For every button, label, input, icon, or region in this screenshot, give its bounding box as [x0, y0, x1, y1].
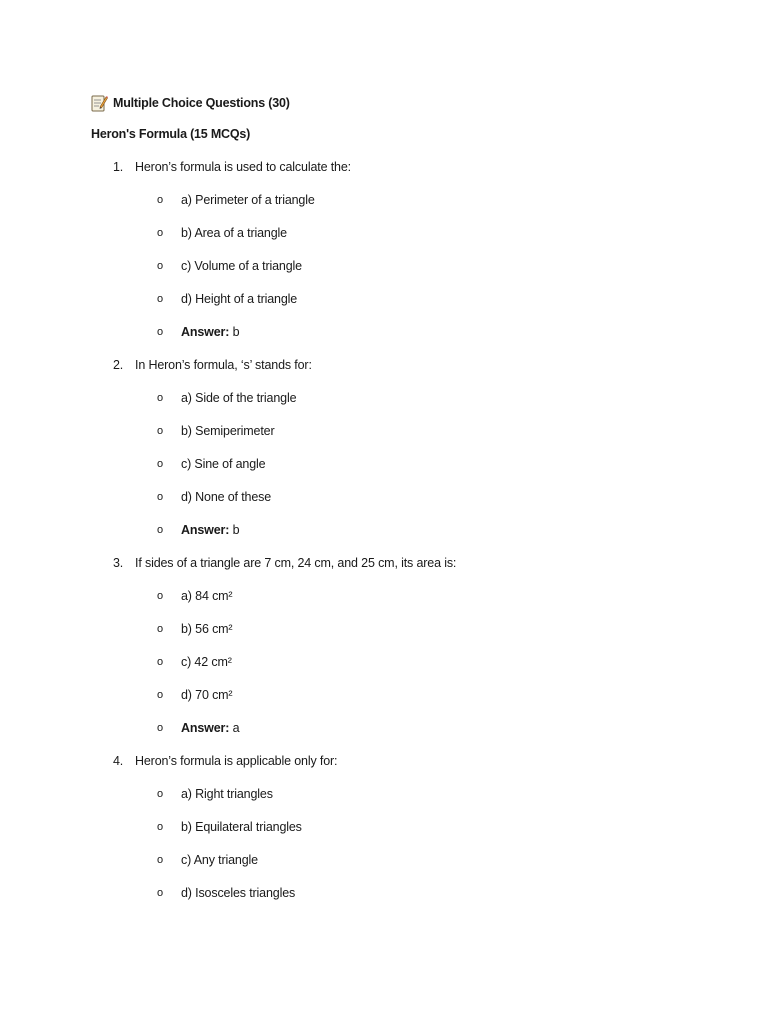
option-text: d) Height of a triangle — [181, 292, 298, 306]
option-text: a) Right triangles — [181, 787, 273, 801]
hollow-bullet-icon: o — [157, 194, 163, 206]
hollow-bullet-icon: o — [157, 293, 163, 305]
option-item — [157, 391, 296, 405]
hollow-bullet-icon: o — [157, 326, 163, 338]
option-item — [157, 193, 315, 207]
hollow-bullet-icon: o — [157, 821, 163, 833]
answer-value: b — [232, 523, 240, 537]
hollow-bullet-icon: o — [157, 524, 163, 536]
option-item — [157, 787, 273, 801]
answer-item — [157, 325, 239, 339]
option-text: d) None of these — [181, 490, 272, 504]
option-text: b) Area of a triangle — [181, 226, 287, 240]
hollow-bullet-icon: o — [157, 392, 163, 404]
question-number: 3. — [113, 556, 124, 570]
question-item — [113, 556, 456, 570]
answer-value: b — [232, 325, 240, 339]
document-title — [91, 93, 290, 113]
option-text: a) Side of the triangle — [181, 391, 297, 405]
option-text: d) Isosceles triangles — [181, 886, 296, 900]
option-item — [157, 457, 265, 471]
option-text: c) Volume of a triangle — [181, 259, 302, 273]
hollow-bullet-icon: o — [157, 425, 163, 437]
hollow-bullet-icon: o — [157, 887, 163, 899]
question-number: 1. — [113, 160, 124, 174]
section-title: Heron's Formula (15 MCQs) — [91, 127, 251, 141]
option-text: c) Any triangle — [181, 853, 258, 867]
question-text: Heron’s formula is used to calculate the: — [135, 160, 351, 174]
option-text: c) Sine of angle — [181, 457, 266, 471]
memo-icon — [91, 94, 108, 112]
answer-label: Answer: — [181, 325, 230, 339]
hollow-bullet-icon: o — [157, 623, 163, 635]
question-number: 2. — [113, 358, 124, 372]
question-item — [113, 160, 351, 174]
option-text: b) 56 cm² — [181, 622, 233, 636]
question-item — [113, 358, 312, 372]
hollow-bullet-icon: o — [157, 458, 163, 470]
option-text: a) Perimeter of a triangle — [181, 193, 315, 207]
hollow-bullet-icon: o — [157, 722, 163, 734]
option-item — [157, 424, 274, 438]
hollow-bullet-icon: o — [157, 689, 163, 701]
hollow-bullet-icon: o — [157, 227, 163, 239]
hollow-bullet-icon: o — [157, 656, 163, 668]
option-item — [157, 589, 232, 603]
option-item — [157, 292, 297, 306]
answer-value: a — [232, 721, 240, 735]
hollow-bullet-icon: o — [157, 854, 163, 866]
option-item — [157, 490, 271, 504]
option-item — [157, 886, 295, 900]
answer-item — [157, 523, 239, 537]
answer-label: Answer: — [181, 721, 230, 735]
option-item — [157, 622, 232, 636]
option-text: b) Semiperimeter — [181, 424, 275, 438]
option-text: b) Equilateral triangles — [181, 820, 302, 834]
option-item — [157, 853, 258, 867]
answer-label: Answer: — [181, 523, 230, 537]
hollow-bullet-icon: o — [157, 260, 163, 272]
hollow-bullet-icon: o — [157, 491, 163, 503]
option-item — [157, 820, 302, 834]
option-item — [157, 688, 232, 702]
document-title-text: Multiple Choice Questions (30) — [113, 96, 290, 110]
question-text: In Heron’s formula, ‘s’ stands for: — [135, 358, 312, 372]
question-number: 4. — [113, 754, 124, 768]
option-item — [157, 226, 287, 240]
hollow-bullet-icon: o — [157, 590, 163, 602]
option-text: c) 42 cm² — [181, 655, 232, 669]
option-item — [157, 259, 302, 273]
question-item — [113, 754, 337, 768]
option-text: d) 70 cm² — [181, 688, 233, 702]
question-text: If sides of a triangle are 7 cm, 24 cm, and 25 cm, its area is: — [135, 556, 457, 570]
hollow-bullet-icon: o — [157, 788, 163, 800]
answer-item — [157, 721, 239, 735]
option-text: a) 84 cm² — [181, 589, 233, 603]
question-text: Heron’s formula is applicable only for: — [135, 754, 338, 768]
option-item — [157, 655, 232, 669]
